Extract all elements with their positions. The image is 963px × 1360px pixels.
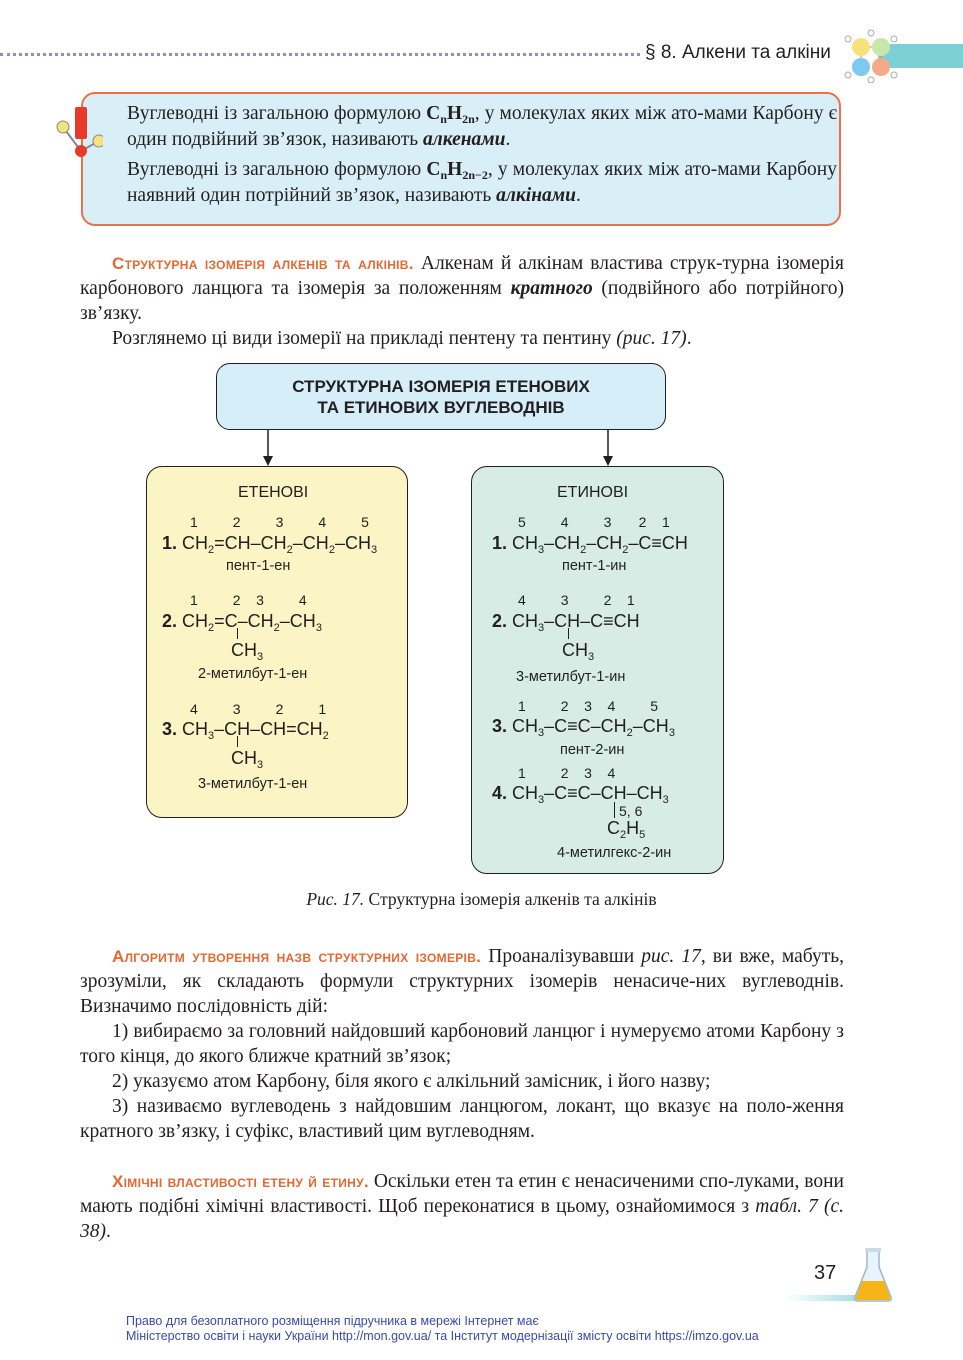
isomer-name: 4-метилгекс-2-ин [557, 845, 672, 861]
section-chemical-properties: Хімічні властивості етену й етину. Оскільки етен та етин є ненасиченими спо-луками, вони мають подібні хімічні властивості. Щоб переконатися в цьому, ознайомимося з табл. 7 (с. 38). [80, 1171, 844, 1242]
exclamation-molecule-icon [55, 103, 103, 161]
carbon-numbering: 1 2 3 4 5 [190, 514, 369, 530]
isomer-branch: $CH_3$ [562, 640, 595, 663]
carbon-numbering: 4 3 2 1 [518, 592, 635, 608]
diagram-title-box: СТРУКТУРНА ІЗОМЕРІЯ ЕТЕНОВИХ ТА ЕТИНОВИХ ВУГЛЕВОДНІВ [216, 363, 666, 430]
algorithm-step-2: 2) указуємо атом Карбону, біля якого є алкільний замісник, і його назву; [112, 1071, 711, 1092]
isomer-name: 2-метилбут-1-ен [198, 666, 308, 682]
algorithm-step-1: 1) вибираємо за головний найдовший карбоновий ланцюг і нумеруємо атоми Карбону з того кінця, до якого ближче кратний зв’язок; [80, 1021, 844, 1067]
section-structural-isomerism: Структурна ізомерія алкенів та алкінів. Алкенам й алкінам властива струк-турна ізомерія карбонового ланцюга та ізомерія за положенням кратного (подвійного або потрійного) зв’язку. [80, 253, 844, 324]
header-dotted-line [0, 53, 640, 56]
section-naming-algorithm: Алгоритм утворення назв структурних ізомерів. Проаналізувавши рис. 17, ви вже, мабуть, зрозуміли, як складають формули структурних ізомерів ненасиче-них вуглеводнів. Визначимо послідовність дій: [80, 946, 844, 1017]
isomer-name: 3-метилбут-1-ен [198, 776, 308, 792]
branch-bond [614, 802, 615, 818]
isomer-branch: $CH_3$ [231, 640, 264, 663]
isomer-formula: 3. $CH_3-C\equiv C-CH_2-CH_3$ [492, 716, 675, 739]
figure-caption: Рис. 17. Структурна ізомерія алкенів та алкінів [306, 889, 657, 909]
page-number: 37 [814, 1262, 837, 1284]
branch-numbering: 5, 6 [619, 803, 643, 819]
carbon-numbering: 4 3 2 1 [190, 701, 327, 717]
section-intro-paragraph: Розглянемо ці види ізомерії на прикладі пентену та пентину (рис. 17). [112, 328, 692, 349]
definition-alkynes: Вуглеводні із загальною формулою $C_nH_{2n-2}$, у молекулах яких між ато-мами Карбону наявний один потрійний зв’язок, називають алкінами. [127, 159, 837, 206]
branch-bond [237, 736, 238, 747]
isomer-formula: 1. $CH_2=CH-CH_2-CH_2-CH_3$ [162, 533, 378, 556]
flask-icon [852, 1247, 894, 1303]
carbon-numbering: 1 2 3 4 [190, 592, 307, 608]
carbon-numbering: 1 2 3 4 [518, 765, 616, 781]
branch-bond [568, 628, 569, 639]
molecule-icon [843, 29, 899, 83]
isomer-name: пент-1-ен [226, 558, 291, 574]
isomer-branch: $CH_3$ [231, 748, 264, 771]
footer-notice: Право для безоплатного розміщення підручника в мережі Інтернет має Міністерство освіти і науки України http://mon.gov.ua/ та Інститут модернізації змісту освіти https://imzo.gov.ua [126, 1314, 759, 1343]
ethyne-column-title: ЕТИНОВІ [557, 484, 629, 501]
isomer-name: 3-метилбут-1-ин [516, 669, 626, 685]
branch-bond [237, 628, 238, 639]
isomer-branch: $C_2H_5$ [607, 818, 646, 841]
ethene-column-title: ЕТЕНОВІ [238, 484, 309, 501]
isomer-formula: 2. $CH_2=C-CH_2-CH_3$ [162, 611, 322, 634]
isomer-formula: 2. $CH_3-CH-C\equiv CH$ [492, 611, 640, 634]
isomer-name: пент-1-ин [562, 558, 627, 574]
algorithm-step-3: 3) називаємо вуглеводень з найдовшим ланцюгом, локант, що вказує на поло-ження кратного зв’язку, і суфікс, властивий цим вуглеводням. [80, 1096, 844, 1142]
carbon-numbering: 5 4 3 2 1 [518, 514, 670, 530]
isomer-formula: 1. $CH_3-CH_2-CH_2-C\equiv CH$ [492, 533, 688, 556]
carbon-numbering: 1 2 3 4 5 [518, 698, 659, 714]
isomer-formula: 3. $CH_3-CH-CH=CH_2$ [162, 719, 329, 742]
isomer-formula: 4. $CH_3-C\equiv C-CH-CH_3$ [492, 783, 669, 806]
isomer-name: пент-2-ин [560, 742, 625, 758]
definition-alkenes: Вуглеводні із загальною формулою $C_nH_{2n}$, у молекулах яких між ато-мами Карбону є один подвійний зв’язок, називають алкенами. [127, 103, 838, 150]
chapter-title: § 8. Алкени та алкіни [645, 42, 831, 63]
